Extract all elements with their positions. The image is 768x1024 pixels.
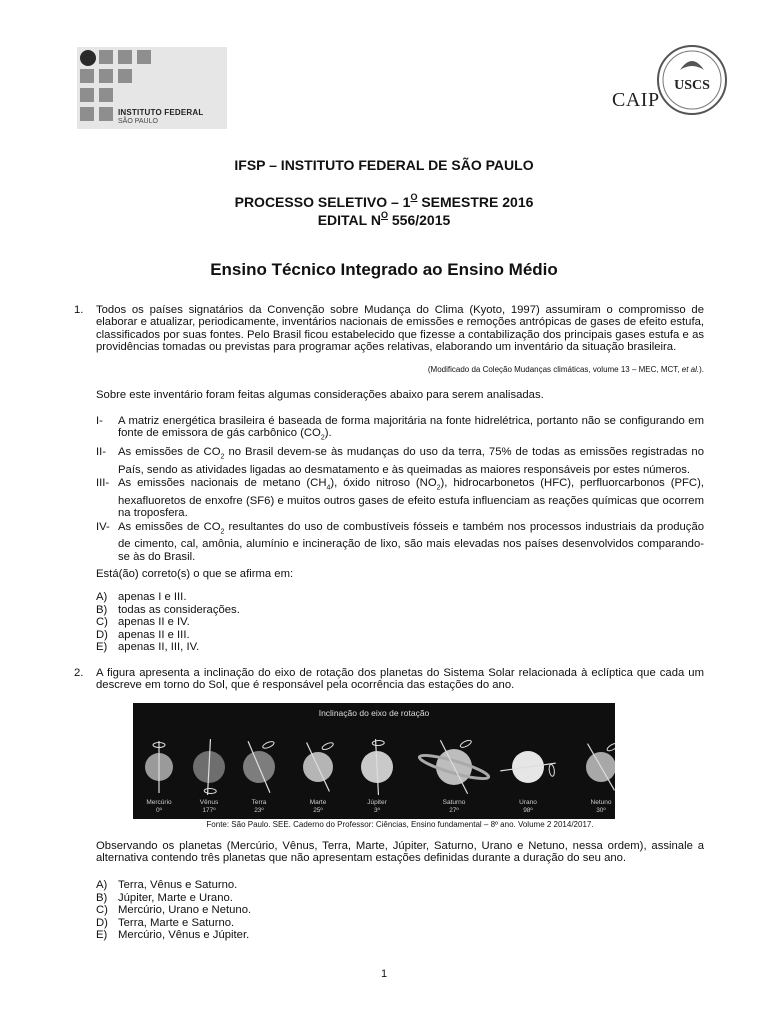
option-b[interactable]: B) Júpiter, Marte e Urano. — [96, 891, 233, 904]
planet-label: Saturno 27º — [442, 799, 466, 814]
edital-title: EDITAL $N^O$ 556/2015 — [317, 210, 451, 228]
option-d[interactable]: D) Terra, Marte e Saturno. — [96, 916, 235, 929]
planet-label: Netuno 30º — [590, 799, 612, 814]
option-a[interactable]: A) Terra, Vênus e Saturno. — [96, 879, 238, 891]
planet-label: Júpiter 3º — [367, 799, 387, 814]
consideration-item: III- As emissões nacionais de metano $(CH_4)$, óxido nitroso $(NO_2)$, hidrocarbonetos (HFC), perfluorcarbonos (PFC), hexafluoretos de enxofre (SF6) e muitos outros gases de efeito estufa influenciam as reações químicas que ocorrem na troposfera. — [96, 477, 704, 520]
planet-6 — [500, 751, 555, 783]
figure-title: Inclinação do eixo de rotação — [318, 708, 430, 718]
caip-logo-text: CAIP — [612, 89, 660, 111]
planet-label: Terra 23º — [251, 799, 267, 814]
question-1-prompt: Está(ão) correto(s) o que se afirma em: — [96, 568, 294, 580]
planet-5 — [418, 739, 490, 794]
process-title: PROCESSO SELETIVO – $1^O$ SEMESTRE 2016 — [234, 192, 534, 210]
option-a[interactable]: A) apenas I e III. — [96, 591, 187, 603]
option-d[interactable]: D) apenas II e III. — [96, 628, 190, 641]
question-1-text: Todos os países signatários da Convenção sobre Mudança do Clima (Kyoto, 1997) assumiram o compromisso de elaborar e atualizar, periodicamente, inventários nacionais de emissões e remoções antrópicas de gases de efeito estufa, classificados por suas fontes. Pelo Brasil ficou estabelecido que fizesse a contabilização dos principais gases estufa e as providências tomadas ou previstas para programar ações relativas, elaborando um inventário da situação brasileira. — [96, 304, 704, 354]
planet-1 — [193, 739, 225, 795]
page-number: 1 — [380, 968, 388, 980]
consideration-item: II- As emissões de $CO_2$ no Brasil devem-se às mudanças do uso da terra, 75% de todas as emissões registradas no País, sendo as atividades ligadas ao desmatamento e às queimadas as maiores responsáveis por estes números. — [96, 446, 704, 476]
figure-source: Fonte: São Paulo. SEE. Caderno do Professor: Ciências, Ensino fundamental – 8º ano. Volume 2 2014/2017. — [206, 820, 594, 829]
question-2-question: Observando os planetas (Mercúrio, Vênus, Terra, Marte, Júpiter, Saturno, Urano e Netuno, nessa ordem), assinale a alternativa contendo três planetas que não apresentam estações definidas durante a duração do seu ano. — [96, 840, 704, 865]
question-1-number: 1. — [74, 304, 84, 316]
option-e[interactable]: E) apenas II, III, IV. — [96, 641, 200, 654]
instituto-federal-logo — [77, 47, 227, 129]
planet-label: Marte 25º — [309, 799, 327, 814]
planet-tilt-figure — [133, 703, 615, 819]
question-2-options — [96, 879, 251, 942]
planet-0 — [145, 741, 173, 793]
option-e[interactable]: E) Mercúrio, Vênus e Júpiter. — [96, 929, 250, 942]
planet-label: Vênus 177º — [199, 799, 219, 814]
logo-text-line2: SÃO PAULO — [118, 118, 158, 125]
question-2-number: 2. — [74, 667, 84, 679]
question-1-intro: Sobre este inventário foram feitas algumas considerações abaixo para serem analisadas. — [96, 389, 544, 401]
planet-7 — [586, 742, 615, 790]
question-1-options — [96, 591, 240, 654]
option-c[interactable]: C) Mercúrio, Urano e Netuno. — [96, 904, 252, 917]
planet-label: Urano 98º — [519, 799, 537, 814]
institution-title: IFSP – INSTITUTO FEDERAL DE SÃO PAULO — [234, 157, 534, 173]
planet-label: Mercúrio 0º — [146, 799, 172, 814]
consideration-item: IV- As emissões de $CO_2$ resultantes do uso de combustíveis fósseis e também nos processos industriais da produção de cimento, cal, amônia, alumínio e incineração de lixo, são mais elevadas nos países desenvolvidos comparando-se às do Brasil. — [96, 520, 705, 563]
logo-text-line1: INSTITUTO FEDERAL — [118, 108, 204, 117]
planet-2 — [243, 740, 275, 793]
question-1-source: (Modificado da Coleção Mudanças climáticas, volume 13 – MEC, MCT, et al.). — [427, 365, 704, 374]
considerations-list — [96, 415, 704, 563]
question-2-text: A figura apresenta a inclinação do eixo de rotação dos planetas do Sistema Solar relacionada à eclíptica que cada um descreve em torno do Sol, que é responsável pela ocorrência das estações do ano. — [96, 667, 704, 692]
uscs-seal — [656, 44, 728, 116]
uscs-logo-text: USCS — [674, 78, 710, 93]
planet-4 — [361, 739, 393, 795]
option-b[interactable]: B) todas as considerações. — [96, 603, 240, 616]
planet-3 — [303, 741, 334, 791]
option-c[interactable]: C) apenas II e IV. — [96, 616, 190, 629]
course-title: Ensino Técnico Integrado ao Ensino Médio — [210, 260, 558, 279]
consideration-item: I- A matriz energética brasileira é baseada de forma majoritária na fonte hidrelétrica, portanto não se configurando em fonte de emissora de gás carbônico $(CO_2)$. — [96, 415, 704, 442]
